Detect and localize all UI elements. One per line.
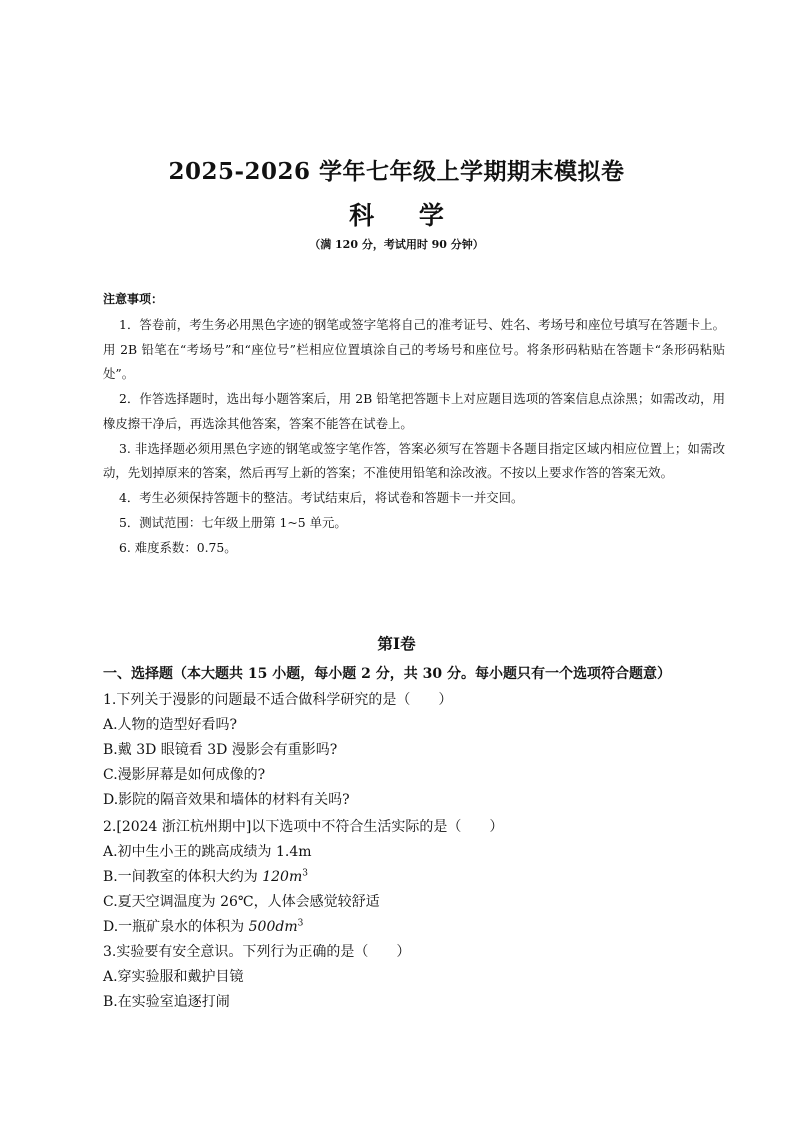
math-value [262, 869, 308, 885]
math-value [249, 919, 304, 935]
math-number: 120 [262, 869, 289, 885]
option: C.漫影屏幕是如何成像的? [103, 767, 266, 783]
option: B.戴 3D 眼镜看 3D 漫影会有重影吗? [103, 742, 338, 758]
option: D.影院的隔音效果和墙体的材料有关吗? [103, 792, 350, 808]
option-text: B.一间教室的体积大约为 [103, 869, 263, 885]
option [103, 865, 725, 890]
question-stem: 3.实验要有安全意识。下列行为正确的是（ ） [103, 944, 411, 960]
option: A.穿实验服和戴护目镜 [103, 969, 244, 985]
notice-item: 4．考生必须保持答题卡的整洁。考试结束后，将试卷和答题卡一并交回。 [119, 490, 524, 505]
math-exponent: 3 [302, 868, 308, 879]
notice-item: 3. 非选择题必须用黑色字迹的钢笔或签字笔作答，答案必须写在答题卡各题目指定区域内相应位置上；如需改动，先划掉原来的答案，然后再写上新的答案；不准使用铅笔和涂改液。不按以上要求作答的答案无效。 [103, 440, 725, 480]
question-stem: 2.[2024 浙江杭州期中]以下选项中不符合生活实际的是（ ） [103, 819, 504, 835]
math-unit: dm [275, 919, 298, 935]
notice-item: 6. 难度系数：0.75。 [119, 540, 237, 555]
math-exponent: 3 [297, 918, 304, 929]
exam-duration-note: （满 120 分，考试用时 90 分钟） [309, 238, 484, 251]
exam-title: 2025-2026 学年七年级上学期期末模拟卷 [168, 158, 625, 185]
subject-title: 科 学 [349, 201, 462, 230]
section-title: 一、选择题（本大题共 15 小题，每小题 2 分，共 30 分。每小题只有一个选项符合题意） [103, 666, 671, 682]
math-number: 500 [248, 919, 276, 935]
math-unit: m [288, 869, 303, 885]
option: C.夏天空调温度为 26℃，人体会感觉较舒适 [103, 894, 380, 910]
question-stem: 1.下列关于漫影的问题最不适合做科学研究的是（ ） [103, 692, 453, 708]
option-text: D.一瓶矿泉水的体积为 [103, 919, 249, 935]
option: B.在实验室追逐打闹 [103, 994, 230, 1010]
notice-item: 5．测试范围：七年级上册第 1~5 单元。 [119, 515, 347, 530]
option [103, 915, 725, 940]
notice-item: 2．作答选择题时，选出每小题答案后，用 2B 铅笔把答题卡上对应题目选项的答案信息点涂黑；如需改动，用橡皮擦干净后，再选涂其他答案，答案不能答在试卷上。 [103, 391, 725, 431]
questions [103, 688, 725, 1015]
notices-list [103, 313, 725, 561]
notices-heading: 注意事项： [103, 292, 164, 306]
notice-item: 1．答卷前，考生务必用黑色字迹的钢笔或签字笔将自己的准考证号、姓名、考场号和座位号填写在答题卡上。用 2B 铅笔在“考场号”和“座位号”栏相应位置填涂自己的考场号和座位号。将条形码粘贴在答题卡“条形码粘贴处”。 [103, 317, 725, 381]
option: A.人物的造型好看吗? [103, 717, 238, 733]
option: A.初中生小王的跳高成绩为 1.4m [103, 844, 312, 860]
volume-title: 第Ⅰ卷 [377, 634, 416, 653]
